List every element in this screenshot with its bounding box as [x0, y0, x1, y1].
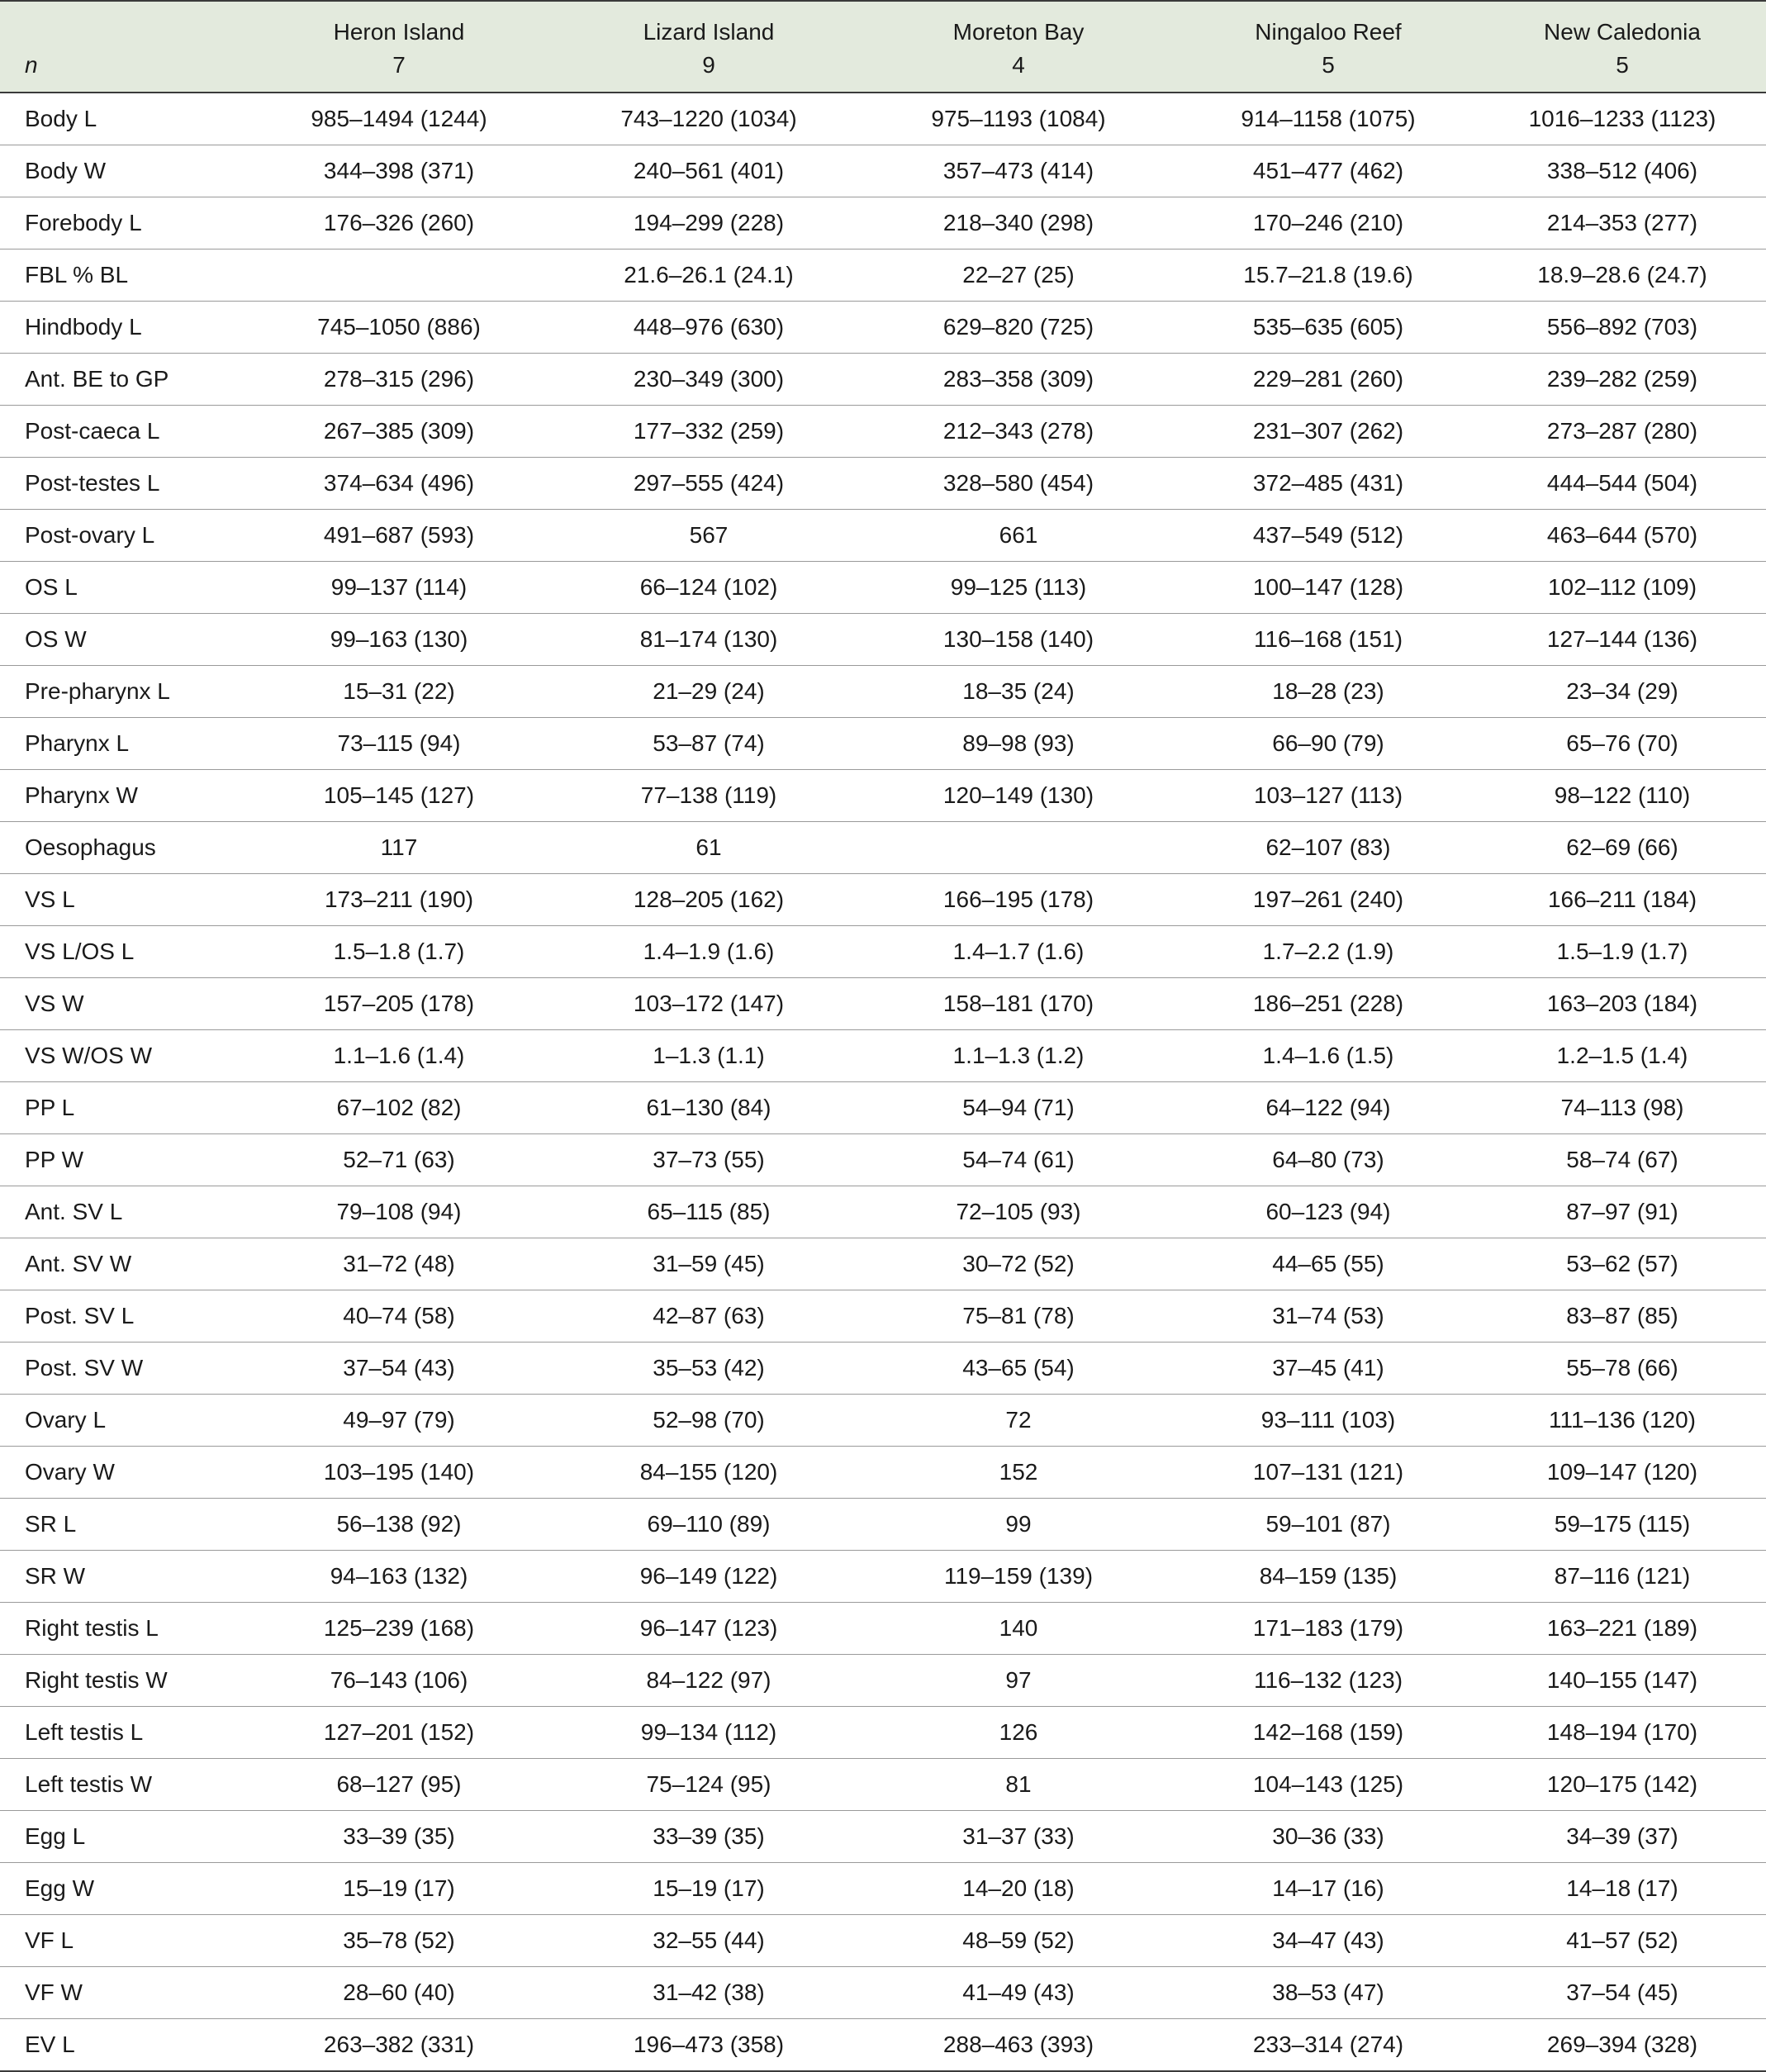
value-cell: 49–97 (79): [240, 1395, 558, 1447]
value-cell: 31–72 (48): [240, 1238, 558, 1290]
value-cell: 1.4–1.6 (1.5): [1178, 1030, 1479, 1082]
value-cell: 140–155 (147): [1479, 1655, 1766, 1707]
value-cell: 28–60 (40): [240, 1967, 558, 2019]
row-label: Right testis L: [0, 1603, 240, 1655]
table-row: [0, 2019, 1766, 2072]
row-label: VF W: [0, 1967, 240, 2019]
value-cell: 1.4–1.9 (1.6): [558, 926, 859, 978]
value-cell: 37–54 (45): [1479, 1967, 1766, 2019]
row-label: Pharynx W: [0, 770, 240, 822]
value-cell: 157–205 (178): [240, 978, 558, 1030]
value-cell: 288–463 (393): [859, 2019, 1178, 2072]
value-cell: 120–149 (130): [859, 770, 1178, 822]
site-n: 9: [702, 52, 715, 78]
value-cell: 15–19 (17): [558, 1863, 859, 1915]
value-cell: 64–80 (73): [1178, 1134, 1479, 1186]
value-cell: 81–174 (130): [558, 614, 859, 666]
value-cell: 163–203 (184): [1479, 978, 1766, 1030]
value-cell: 103–127 (113): [1178, 770, 1479, 822]
site-name: Heron Island: [333, 19, 465, 45]
site-name: New Caledonia: [1544, 19, 1701, 45]
site-n: 5: [1616, 52, 1629, 78]
value-cell: 31–42 (38): [558, 1967, 859, 2019]
site-n: 7: [392, 52, 406, 78]
row-label: Hindbody L: [0, 302, 240, 354]
row-label: FBL % BL: [0, 249, 240, 302]
value-cell: 15–31 (22): [240, 666, 558, 718]
value-cell: 166–211 (184): [1479, 874, 1766, 926]
value-cell: 94–163 (132): [240, 1551, 558, 1603]
row-label: Pre-pharynx L: [0, 666, 240, 718]
table-row: [0, 1707, 1766, 1759]
value-cell: 128–205 (162): [558, 874, 859, 926]
n-label: n: [25, 52, 38, 78]
value-cell: 60–123 (94): [1178, 1186, 1479, 1238]
value-cell: 661: [859, 510, 1178, 562]
value-cell: 99–125 (113): [859, 562, 1178, 614]
value-cell: 15–19 (17): [240, 1863, 558, 1915]
value-cell: 173–211 (190): [240, 874, 558, 926]
value-cell: 231–307 (262): [1178, 406, 1479, 458]
table-row: [0, 1655, 1766, 1707]
value-cell: 59–175 (115): [1479, 1499, 1766, 1551]
row-label: Ant. SV W: [0, 1238, 240, 1290]
table-row: [0, 1030, 1766, 1082]
value-cell: 170–246 (210): [1178, 197, 1479, 249]
value-cell: 23–34 (29): [1479, 666, 1766, 718]
row-label: Egg L: [0, 1811, 240, 1863]
value-cell: 158–181 (170): [859, 978, 1178, 1030]
table-row: [0, 1551, 1766, 1603]
header-site-new-caledonia: [1479, 1, 1766, 93]
value-cell: 41–49 (43): [859, 1967, 1178, 2019]
table-row: [0, 1290, 1766, 1343]
value-cell: 83–87 (85): [1479, 1290, 1766, 1343]
value-cell: 74–113 (98): [1479, 1082, 1766, 1134]
row-label: VS W/OS W: [0, 1030, 240, 1082]
row-label: Ant. SV L: [0, 1186, 240, 1238]
value-cell: 117: [240, 822, 558, 874]
row-label: Ovary W: [0, 1447, 240, 1499]
value-cell: 1.5–1.8 (1.7): [240, 926, 558, 978]
value-cell: 62–69 (66): [1479, 822, 1766, 874]
site-name: Lizard Island: [643, 19, 775, 45]
value-cell: 278–315 (296): [240, 354, 558, 406]
value-cell: 37–73 (55): [558, 1134, 859, 1186]
value-cell: 21.6–26.1 (24.1): [558, 249, 859, 302]
table-row: [0, 510, 1766, 562]
header-site-heron-island: [240, 1, 558, 93]
site-n: 5: [1322, 52, 1335, 78]
value-cell: 62–107 (83): [1178, 822, 1479, 874]
value-cell: 93–111 (103): [1178, 1395, 1479, 1447]
site-name: Moreton Bay: [952, 19, 1085, 45]
value-cell: 357–473 (414): [859, 145, 1178, 197]
value-cell: 99–134 (112): [558, 1707, 859, 1759]
value-cell: 166–195 (178): [859, 874, 1178, 926]
value-cell: 328–580 (454): [859, 458, 1178, 510]
value-cell: 89–98 (93): [859, 718, 1178, 770]
table-row: [0, 1395, 1766, 1447]
value-cell: 52–98 (70): [558, 1395, 859, 1447]
value-cell: 72: [859, 1395, 1178, 1447]
table-row: [0, 145, 1766, 197]
value-cell: 116–132 (123): [1178, 1655, 1479, 1707]
row-label: Post-ovary L: [0, 510, 240, 562]
value-cell: 148–194 (170): [1479, 1707, 1766, 1759]
value-cell: 34–39 (37): [1479, 1811, 1766, 1863]
row-label: Post. SV L: [0, 1290, 240, 1343]
table-row: [0, 978, 1766, 1030]
value-cell: 22–27 (25): [859, 249, 1178, 302]
value-cell: 96–147 (123): [558, 1603, 859, 1655]
value-cell: 263–382 (331): [240, 2019, 558, 2072]
table-row: [0, 822, 1766, 874]
value-cell: 84–122 (97): [558, 1655, 859, 1707]
value-cell: 127–201 (152): [240, 1707, 558, 1759]
row-label: VS L/OS L: [0, 926, 240, 978]
value-cell: 64–122 (94): [1178, 1082, 1479, 1134]
value-cell: 35–78 (52): [240, 1915, 558, 1967]
row-label: Egg W: [0, 1863, 240, 1915]
value-cell: 239–282 (259): [1479, 354, 1766, 406]
table-row: [0, 93, 1766, 145]
value-cell: 130–158 (140): [859, 614, 1178, 666]
value-cell: 629–820 (725): [859, 302, 1178, 354]
value-cell: 233–314 (274): [1178, 2019, 1479, 2072]
value-cell: 1.7–2.2 (1.9): [1178, 926, 1479, 978]
value-cell: 34–47 (43): [1178, 1915, 1479, 1967]
value-cell: 15.7–21.8 (19.6): [1178, 249, 1479, 302]
header-site-lizard-island: [558, 1, 859, 93]
value-cell: 186–251 (228): [1178, 978, 1479, 1030]
row-label: EV L: [0, 2019, 240, 2072]
value-cell: 197–261 (240): [1178, 874, 1479, 926]
value-cell: 65–115 (85): [558, 1186, 859, 1238]
value-cell: 1–1.3 (1.1): [558, 1030, 859, 1082]
table-row: [0, 1811, 1766, 1863]
value-cell: 567: [558, 510, 859, 562]
value-cell: 745–1050 (886): [240, 302, 558, 354]
table-row: [0, 1082, 1766, 1134]
value-cell: 31–37 (33): [859, 1811, 1178, 1863]
row-label: Body L: [0, 93, 240, 145]
row-label: SR L: [0, 1499, 240, 1551]
value-cell: 21–29 (24): [558, 666, 859, 718]
value-cell: 72–105 (93): [859, 1186, 1178, 1238]
table-row: [0, 874, 1766, 926]
row-label: OS W: [0, 614, 240, 666]
value-cell: 451–477 (462): [1178, 145, 1479, 197]
value-cell: 103–172 (147): [558, 978, 859, 1030]
value-cell: 267–385 (309): [240, 406, 558, 458]
value-cell: 212–343 (278): [859, 406, 1178, 458]
table-row: [0, 302, 1766, 354]
value-cell: 67–102 (82): [240, 1082, 558, 1134]
row-label: PP L: [0, 1082, 240, 1134]
value-cell: 37–54 (43): [240, 1343, 558, 1395]
value-cell: 985–1494 (1244): [240, 93, 558, 145]
value-cell: 269–394 (328): [1479, 2019, 1766, 2072]
value-cell: 105–145 (127): [240, 770, 558, 822]
value-cell: 103–195 (140): [240, 1447, 558, 1499]
value-cell: 31–59 (45): [558, 1238, 859, 1290]
value-cell: 556–892 (703): [1479, 302, 1766, 354]
row-label: Post-caeca L: [0, 406, 240, 458]
value-cell: 77–138 (119): [558, 770, 859, 822]
value-cell: 96–149 (122): [558, 1551, 859, 1603]
value-cell: 491–687 (593): [240, 510, 558, 562]
row-label: Left testis W: [0, 1759, 240, 1811]
value-cell: 463–644 (570): [1479, 510, 1766, 562]
value-cell: 218–340 (298): [859, 197, 1178, 249]
value-cell: 48–59 (52): [859, 1915, 1178, 1967]
value-cell: 99–163 (130): [240, 614, 558, 666]
value-cell: 1016–1233 (1123): [1479, 93, 1766, 145]
value-cell: 87–116 (121): [1479, 1551, 1766, 1603]
value-cell: 79–108 (94): [240, 1186, 558, 1238]
value-cell: 61–130 (84): [558, 1082, 859, 1134]
value-cell: [240, 249, 558, 302]
value-cell: 18–35 (24): [859, 666, 1178, 718]
table-row: [0, 926, 1766, 978]
table-row: [0, 1863, 1766, 1915]
value-cell: 14–20 (18): [859, 1863, 1178, 1915]
row-label: OS L: [0, 562, 240, 614]
table-row: [0, 666, 1766, 718]
table-row: [0, 1343, 1766, 1395]
value-cell: 116–168 (151): [1178, 614, 1479, 666]
table-body: [0, 93, 1766, 2071]
value-cell: 297–555 (424): [558, 458, 859, 510]
table-row: [0, 197, 1766, 249]
value-cell: 111–136 (120): [1479, 1395, 1766, 1447]
row-label: SR W: [0, 1551, 240, 1603]
value-cell: 41–57 (52): [1479, 1915, 1766, 1967]
value-cell: 44–65 (55): [1178, 1238, 1479, 1290]
value-cell: 69–110 (89): [558, 1499, 859, 1551]
value-cell: 119–159 (139): [859, 1551, 1178, 1603]
row-label: VS W: [0, 978, 240, 1030]
value-cell: 76–143 (106): [240, 1655, 558, 1707]
value-cell: 38–53 (47): [1178, 1967, 1479, 2019]
value-cell: 152: [859, 1447, 1178, 1499]
table-row: [0, 562, 1766, 614]
value-cell: 30–36 (33): [1178, 1811, 1479, 1863]
value-cell: 743–1220 (1034): [558, 93, 859, 145]
value-cell: 975–1193 (1084): [859, 93, 1178, 145]
value-cell: 65–76 (70): [1479, 718, 1766, 770]
value-cell: 142–168 (159): [1178, 1707, 1479, 1759]
value-cell: 75–81 (78): [859, 1290, 1178, 1343]
value-cell: 283–358 (309): [859, 354, 1178, 406]
value-cell: 75–124 (95): [558, 1759, 859, 1811]
site-name: Ningaloo Reef: [1255, 19, 1402, 45]
value-cell: 54–94 (71): [859, 1082, 1178, 1134]
value-cell: 56–138 (92): [240, 1499, 558, 1551]
row-label: Pharynx L: [0, 718, 240, 770]
row-label: Forebody L: [0, 197, 240, 249]
row-label: VF L: [0, 1915, 240, 1967]
value-cell: 344–398 (371): [240, 145, 558, 197]
value-cell: 1.1–1.6 (1.4): [240, 1030, 558, 1082]
row-label: Right testis W: [0, 1655, 240, 1707]
value-cell: 214–353 (277): [1479, 197, 1766, 249]
value-cell: 53–87 (74): [558, 718, 859, 770]
value-cell: 126: [859, 1707, 1178, 1759]
value-cell: 230–349 (300): [558, 354, 859, 406]
value-cell: 52–71 (63): [240, 1134, 558, 1186]
value-cell: 176–326 (260): [240, 197, 558, 249]
value-cell: [859, 822, 1178, 874]
value-cell: 58–74 (67): [1479, 1134, 1766, 1186]
value-cell: 87–97 (91): [1479, 1186, 1766, 1238]
value-cell: 43–65 (54): [859, 1343, 1178, 1395]
value-cell: 99: [859, 1499, 1178, 1551]
row-label: PP W: [0, 1134, 240, 1186]
table-row: [0, 1759, 1766, 1811]
value-cell: 240–561 (401): [558, 145, 859, 197]
value-cell: 37–45 (41): [1178, 1343, 1479, 1395]
value-cell: 97: [859, 1655, 1178, 1707]
value-cell: 104–143 (125): [1178, 1759, 1479, 1811]
table-row: [0, 770, 1766, 822]
row-label: Post-testes L: [0, 458, 240, 510]
value-cell: 98–122 (110): [1479, 770, 1766, 822]
value-cell: 40–74 (58): [240, 1290, 558, 1343]
row-label: VS L: [0, 874, 240, 926]
value-cell: 14–18 (17): [1479, 1863, 1766, 1915]
value-cell: 374–634 (496): [240, 458, 558, 510]
table-row: [0, 614, 1766, 666]
table-row: [0, 1186, 1766, 1238]
value-cell: 14–17 (16): [1178, 1863, 1479, 1915]
value-cell: 42–87 (63): [558, 1290, 859, 1343]
value-cell: 35–53 (42): [558, 1343, 859, 1395]
table-row: [0, 1603, 1766, 1655]
row-label: Body W: [0, 145, 240, 197]
value-cell: 18–28 (23): [1178, 666, 1479, 718]
value-cell: 30–72 (52): [859, 1238, 1178, 1290]
value-cell: 59–101 (87): [1178, 1499, 1479, 1551]
value-cell: 31–74 (53): [1178, 1290, 1479, 1343]
value-cell: 102–112 (109): [1479, 562, 1766, 614]
header-label-cell: [0, 1, 240, 93]
value-cell: 33–39 (35): [240, 1811, 558, 1863]
value-cell: 444–544 (504): [1479, 458, 1766, 510]
value-cell: 1.2–1.5 (1.4): [1479, 1030, 1766, 1082]
row-label: Ovary L: [0, 1395, 240, 1447]
value-cell: 18.9–28.6 (24.7): [1479, 249, 1766, 302]
value-cell: 66–124 (102): [558, 562, 859, 614]
value-cell: 1.4–1.7 (1.6): [859, 926, 1178, 978]
value-cell: 33–39 (35): [558, 1811, 859, 1863]
value-cell: 99–137 (114): [240, 562, 558, 614]
value-cell: 55–78 (66): [1479, 1343, 1766, 1395]
table-row: [0, 1238, 1766, 1290]
value-cell: 437–549 (512): [1178, 510, 1479, 562]
value-cell: 535–635 (605): [1178, 302, 1479, 354]
table-row: [0, 406, 1766, 458]
value-cell: 53–62 (57): [1479, 1238, 1766, 1290]
value-cell: 120–175 (142): [1479, 1759, 1766, 1811]
value-cell: 338–512 (406): [1479, 145, 1766, 197]
value-cell: 84–159 (135): [1178, 1551, 1479, 1603]
value-cell: 84–155 (120): [558, 1447, 859, 1499]
table-row: [0, 458, 1766, 510]
value-cell: 163–221 (189): [1479, 1603, 1766, 1655]
table-row: [0, 718, 1766, 770]
value-cell: 229–281 (260): [1178, 354, 1479, 406]
value-cell: 81: [859, 1759, 1178, 1811]
value-cell: 273–287 (280): [1479, 406, 1766, 458]
value-cell: 914–1158 (1075): [1178, 93, 1479, 145]
table-row: [0, 1915, 1766, 1967]
value-cell: 171–183 (179): [1178, 1603, 1479, 1655]
value-cell: 107–131 (121): [1178, 1447, 1479, 1499]
value-cell: 1.1–1.3 (1.2): [859, 1030, 1178, 1082]
value-cell: 196–473 (358): [558, 2019, 859, 2072]
site-n: 4: [1012, 52, 1025, 78]
table-row: [0, 1967, 1766, 2019]
value-cell: 140: [859, 1603, 1178, 1655]
header-row: [0, 1, 1766, 93]
value-cell: 177–332 (259): [558, 406, 859, 458]
header-site-moreton-bay: [859, 1, 1178, 93]
table-row: [0, 1499, 1766, 1551]
value-cell: 66–90 (79): [1178, 718, 1479, 770]
value-cell: 125–239 (168): [240, 1603, 558, 1655]
value-cell: 54–74 (61): [859, 1134, 1178, 1186]
value-cell: 1.5–1.9 (1.7): [1479, 926, 1766, 978]
row-label: Post. SV W: [0, 1343, 240, 1395]
value-cell: 109–147 (120): [1479, 1447, 1766, 1499]
table-row: [0, 1134, 1766, 1186]
header-site-ningaloo-reef: [1178, 1, 1479, 93]
value-cell: 100–147 (128): [1178, 562, 1479, 614]
value-cell: 448–976 (630): [558, 302, 859, 354]
value-cell: 194–299 (228): [558, 197, 859, 249]
row-label: Oesophagus: [0, 822, 240, 874]
row-label: Left testis L: [0, 1707, 240, 1759]
value-cell: 68–127 (95): [240, 1759, 558, 1811]
row-label: Ant. BE to GP: [0, 354, 240, 406]
table-row: [0, 1447, 1766, 1499]
table-row: [0, 354, 1766, 406]
value-cell: 73–115 (94): [240, 718, 558, 770]
value-cell: 127–144 (136): [1479, 614, 1766, 666]
value-cell: 32–55 (44): [558, 1915, 859, 1967]
table-row: [0, 249, 1766, 302]
table-header: [0, 1, 1766, 93]
value-cell: 61: [558, 822, 859, 874]
value-cell: 372–485 (431): [1178, 458, 1479, 510]
